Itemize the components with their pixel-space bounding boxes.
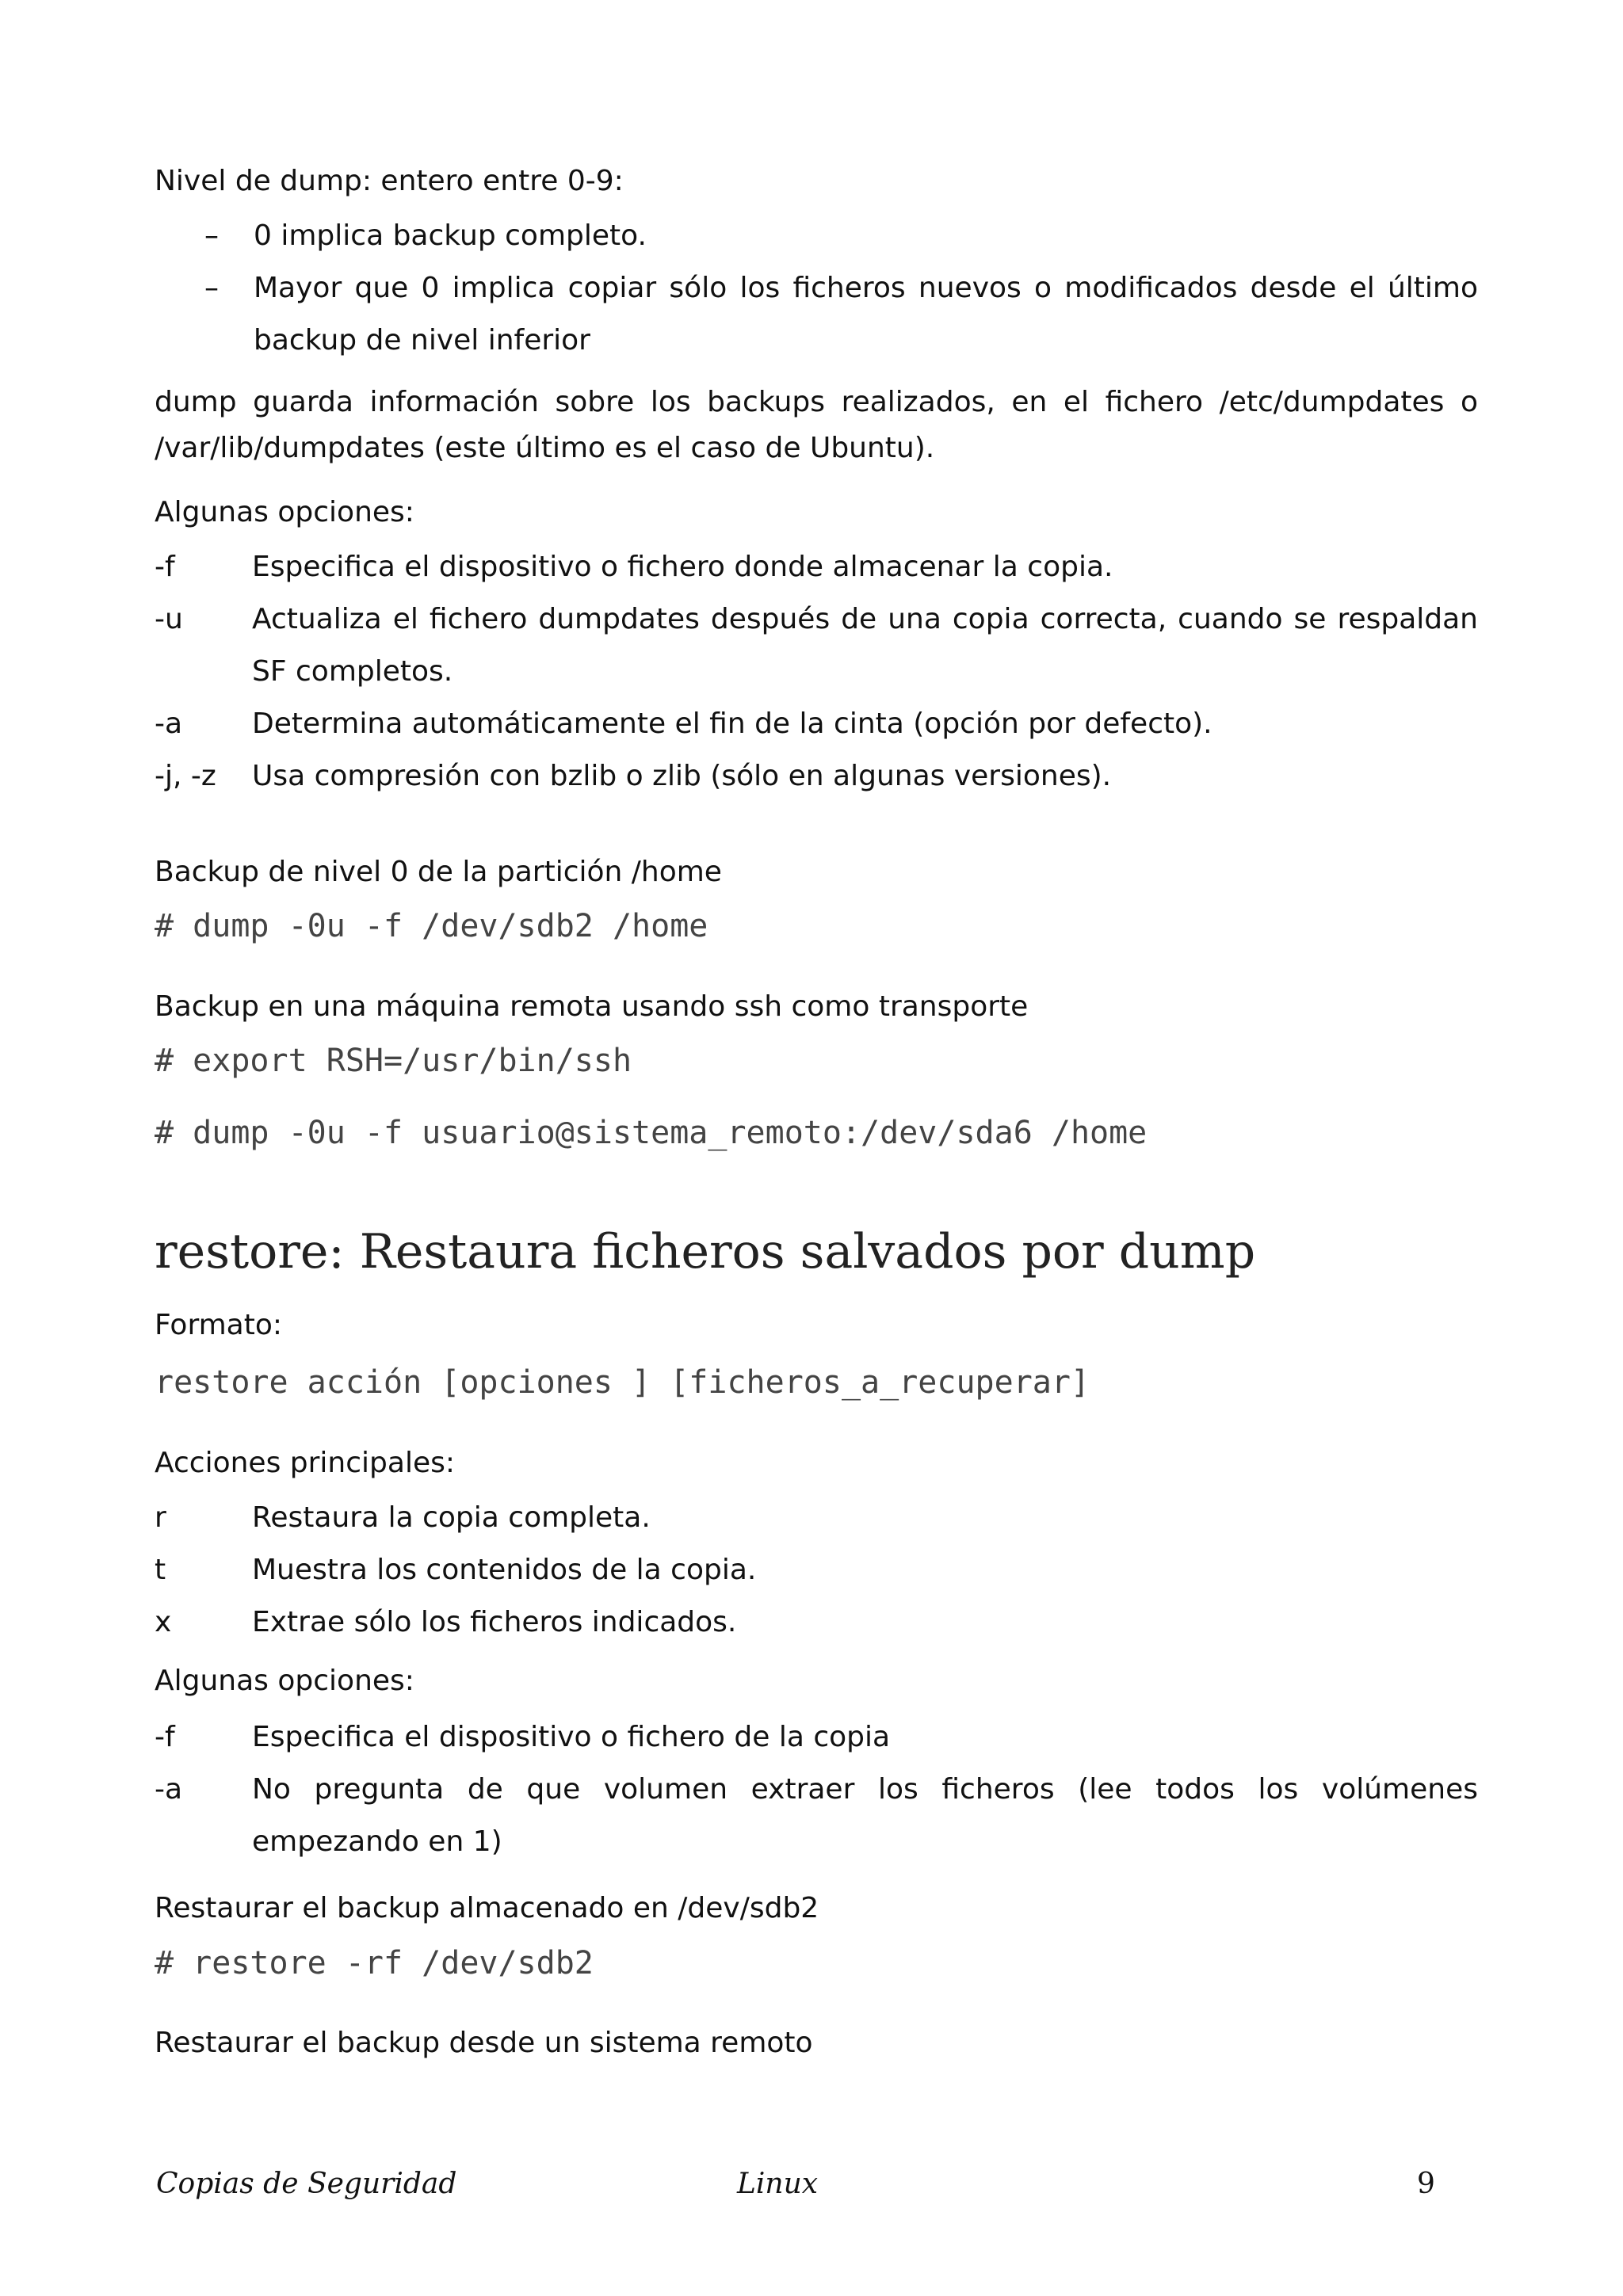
- option-desc: Actualiza el fichero dumpdates después de una copia correcta, cuando se respaldan SF completos.: [252, 603, 1478, 688]
- export-command: # export RSH=/usr/bin/ssh: [155, 1043, 632, 1079]
- actions-heading: Acciones principales:: [155, 1447, 455, 1479]
- list-item: [204, 262, 1478, 367]
- option-key: -a: [155, 1773, 183, 1806]
- option-row: [155, 1711, 1478, 1764]
- dash-bullet: –: [204, 219, 219, 252]
- option-key: -u: [155, 603, 183, 635]
- option-desc: Especifica el dispositivo o fichero de la copia: [252, 1721, 891, 1753]
- option-desc: No pregunta de que volumen extraer los ficheros (lee todos los volúmenes empezando en 1): [252, 1773, 1478, 1858]
- option-key: -j, -z: [155, 760, 216, 792]
- option-row: [155, 593, 1478, 698]
- action-key: r: [155, 1501, 166, 1534]
- dumpdates-paragraph: dump guarda información sobre los backups realizados, en el fichero /etc/dumpdates o /var/lib/dumpdates (este último es el caso de Ubuntu).: [155, 386, 1478, 464]
- option-desc: Determina automáticamente el fin de la cinta (opción por defecto).: [252, 707, 1212, 740]
- remote-label: Backup en una máquina remota usando ssh como transporte: [155, 990, 1029, 1023]
- action-row: [155, 1596, 1478, 1649]
- level-0-text: 0 implica backup completo.: [254, 219, 647, 252]
- page-number: 9: [1417, 2168, 1435, 2200]
- option-row: [155, 698, 1478, 750]
- footer-os: Linux: [737, 2168, 819, 2200]
- dump-level-text: Nivel de dump: entero entre 0-9:: [155, 165, 624, 197]
- option-key: -a: [155, 707, 183, 740]
- restore-remote-label: Restaurar el backup desde un sistema remoto: [155, 2027, 813, 2059]
- option-row: [155, 750, 1478, 803]
- footer-title: Copias de Seguridad: [156, 2168, 457, 2200]
- option-row: [155, 1764, 1478, 1868]
- option-key: -f: [155, 551, 175, 583]
- remote-dump-command: # dump -0u -f usuario@sistema_remoto:/dev/sda6 /home: [155, 1115, 1148, 1151]
- level-gt0-text: Mayor que 0 implica copiar sólo los ficheros nuevos o modificados desde el último backup de nivel inferior: [254, 272, 1478, 357]
- action-key: t: [155, 1554, 166, 1586]
- option-desc: Especifica el dispositivo o fichero donde almacenar la copia.: [252, 551, 1113, 583]
- option-key: -f: [155, 1721, 175, 1753]
- action-desc: Extrae sólo los ficheros indicados.: [252, 1606, 737, 1638]
- level0-command: # dump -0u -f /dev/sdb2 /home: [155, 908, 708, 944]
- action-row: [155, 1544, 1478, 1596]
- option-desc: Usa compresión con bzlib o zlib (sólo en algunas versiones).: [252, 760, 1112, 792]
- restore-example-label: Restaurar el backup almacenado en /dev/sdb2: [155, 1892, 819, 1924]
- format-command: restore acción [opciones ] [ficheros_a_recuperar]: [155, 1364, 1090, 1401]
- action-desc: Restaura la copia completa.: [252, 1501, 651, 1534]
- format-label: Formato:: [155, 1309, 283, 1341]
- restore-heading: restore: Restaura ficheros salvados por dump: [155, 1224, 1256, 1280]
- action-key: x: [155, 1606, 172, 1638]
- list-item: [204, 210, 1478, 262]
- action-row: [155, 1492, 1478, 1544]
- dump-options-heading: Algunas opciones:: [155, 496, 414, 528]
- restore-command: # restore -rf /dev/sdb2: [155, 1945, 594, 1981]
- restore-options-heading: Algunas opciones:: [155, 1665, 414, 1697]
- dash-bullet: –: [204, 272, 219, 304]
- option-row: [155, 541, 1478, 593]
- level0-label: Backup de nivel 0 de la partición /home: [155, 856, 722, 888]
- action-desc: Muestra los contenidos de la copia.: [252, 1554, 757, 1586]
